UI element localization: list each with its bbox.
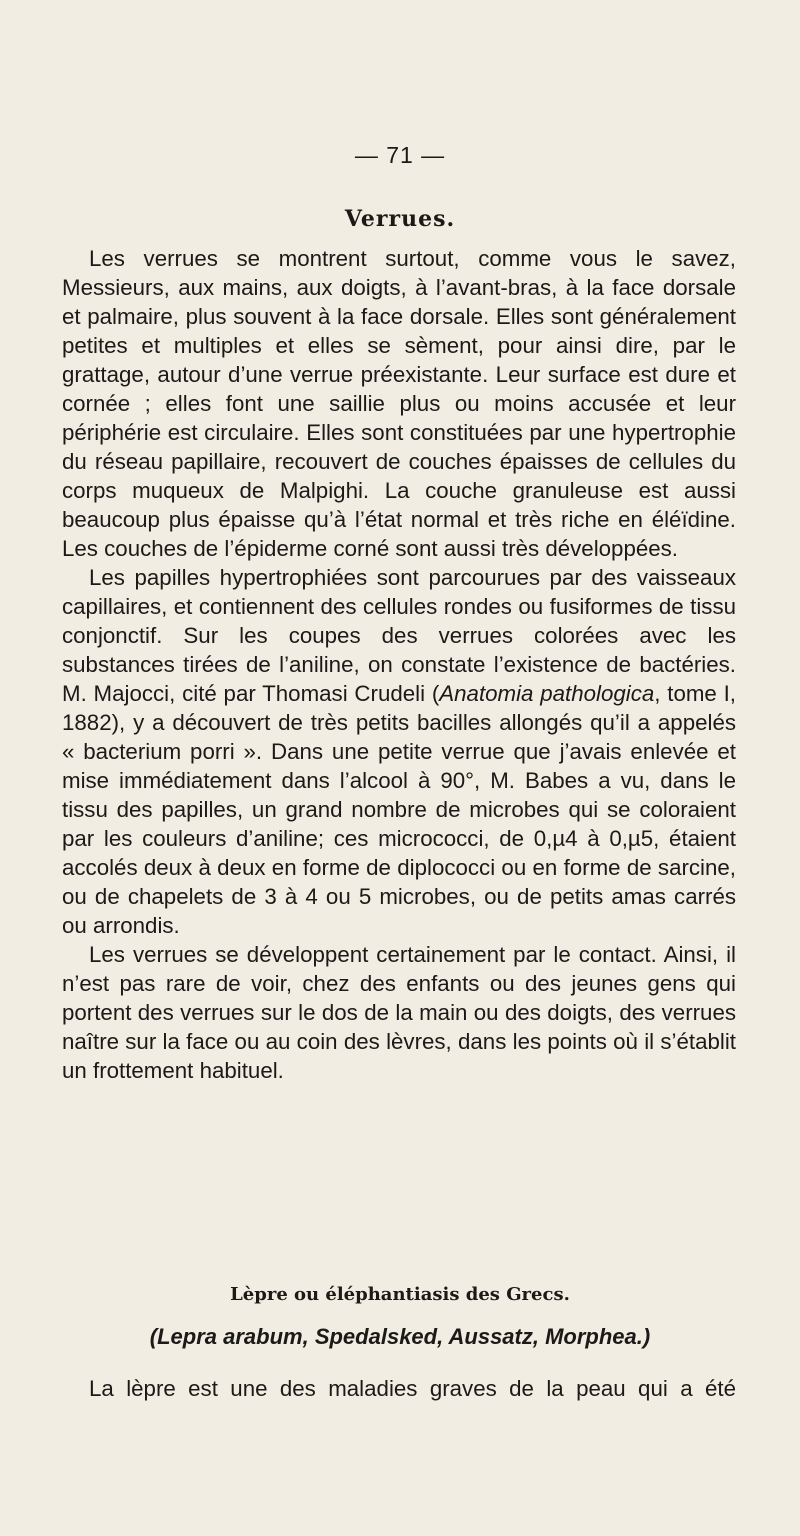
paragraph-3: Les verrues se développent certainement par le contact. Ainsi, il n’est pas rare de voir, chez des enfants ou des jeunes gens qui portent des verrues sur le dos de la main ou des doigts, des verrues naître sur la face ou au coin des lèvres, dans les points où il s’établit un frottement habituel. [62,942,736,1083]
book-title-italic: Anatomia pathologica [439,681,655,706]
section-title-lepre: Lèpre ou éléphantiasis des Grecs. [230,1284,570,1305]
section-subtitle-lepre: (Lepra arabum, Spedalsked, Aussatz, Morphea.) [149,1324,651,1349]
section-title-verrues: Verrues. [344,206,456,232]
paragraph-lepre-start: La lèpre est une des maladies graves de la peau qui a été [89,1376,736,1401]
paragraph-1: Les verrues se montrent surtout, comme vous le savez, Messieurs, aux mains, aux doigts, à l’avant-bras, à la face dorsale et palmaire, plus souvent à la face dorsale. Elles sont généralement petites et multiples et elles se sèment, pour ainsi dire, par le grattage, autour d’une verrue préexistante. Leur surface est dure et cornée ; elles font une saillie plus ou moins accusée et leur périphérie est circulaire. Elles sont constituées par une hypertrophie du réseau papillaire, recouvert de couches épaisses de cellules du corps muqueux de Malpighi. La couche granuleuse est aussi beaucoup plus épaisse qu’à l’état normal et très riche en éléïdine. Les couches de l’épiderme corné sont aussi très développées. [62,246,736,561]
section-body-verrues [62,244,736,1085]
paragraph-2: Les papilles hypertrophiées sont parcourues par des vaisseaux capillaires, et contiennent des cellules rondes ou fusiformes de tissu conjonctif. Sur les coupes des verrues colorées avec les substances tirées de l’aniline, on constate l’existence de bactéries. M. Majocci, cité par Thomasi Crudeli (Anatomia pathologica, tome I, 1882), y a découvert de très petits bacilles allongés qu’il a appelés « bacterium porri ». Dans une petite verrue que j’avais enlevée et mise immédiatement dans l’alcool à 90°, M. Babes a vu, dans le tissu des papilles, un grand nombre de microbes qui se coloraient par les couleurs d’aniline; ces micrococci, de 0,µ4 à 0,µ5, étaient accolés deux à deux en forme de diplococci ou en forme de sarcine, ou de chapelets de 3 à 4 ou 5 microbes, ou de petits amas carrés ou arrondis. [62,565,736,938]
page-number: — 71 — [354,142,446,168]
